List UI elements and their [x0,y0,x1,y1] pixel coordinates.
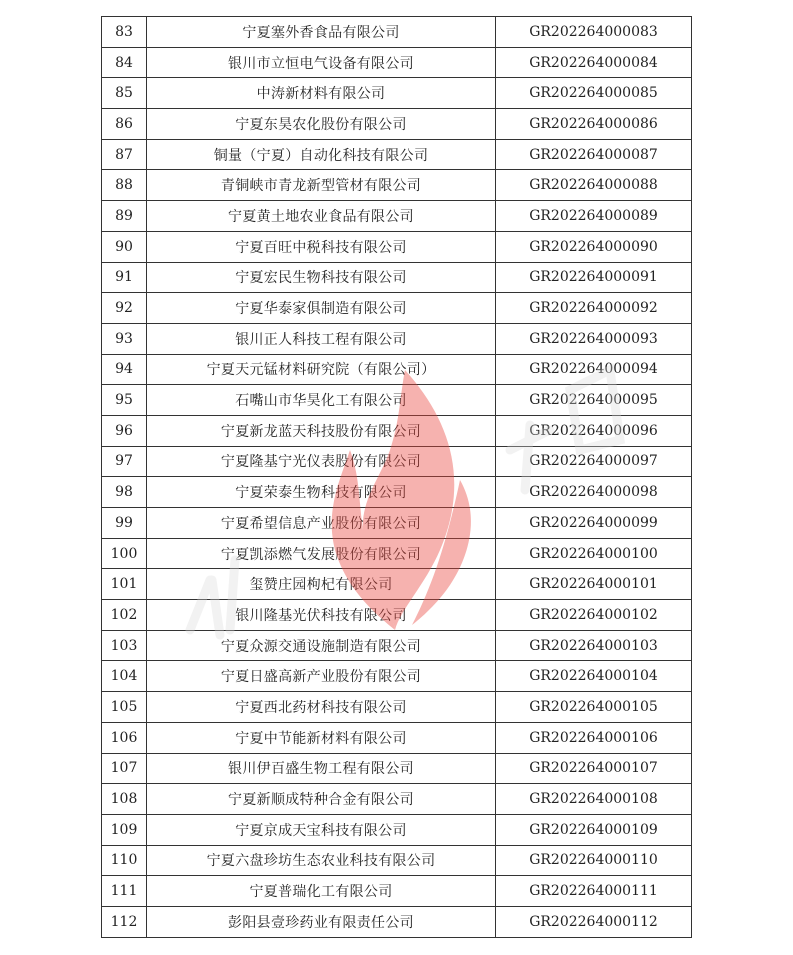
row-number-cell: 105 [102,692,147,723]
table-row [102,139,692,170]
row-number-cell: 99 [102,508,147,539]
table-row [102,385,692,416]
row-number-cell: 103 [102,630,147,661]
company-name-cell: 银川正人科技工程有限公司 [147,323,496,354]
row-number-cell: 109 [102,814,147,845]
table-row [102,753,692,784]
table-row [102,446,692,477]
certificate-code-cell: GR202264000088 [496,170,692,201]
certificate-code-cell: GR202264000100 [496,538,692,569]
row-number-cell: 102 [102,600,147,631]
certificate-code-cell: GR202264000105 [496,692,692,723]
certificate-code-cell: GR202264000086 [496,109,692,140]
row-number-cell: 94 [102,354,147,385]
table-row [102,262,692,293]
row-number-cell: 110 [102,845,147,876]
table-row [102,109,692,140]
table-row [102,692,692,723]
certificate-code-cell: GR202264000111 [496,876,692,907]
table-row [102,354,692,385]
table-row [102,78,692,109]
row-number-cell: 83 [102,17,147,48]
row-number-cell: 98 [102,477,147,508]
row-number-cell: 85 [102,78,147,109]
row-number-cell: 95 [102,385,147,416]
row-number-cell: 104 [102,661,147,692]
company-name-cell: 玺赞庄园枸杞有限公司 [147,569,496,600]
table-row [102,231,692,262]
table-row [102,784,692,815]
table-row [102,845,692,876]
table-row [102,569,692,600]
certificate-code-cell: GR202264000093 [496,323,692,354]
row-number-cell: 108 [102,784,147,815]
row-number-cell: 112 [102,906,147,937]
table-row [102,814,692,845]
certificate-code-cell: GR202264000110 [496,845,692,876]
table-row [102,415,692,446]
certificate-code-cell: GR202264000101 [496,569,692,600]
row-number-cell: 90 [102,231,147,262]
row-number-cell: 107 [102,753,147,784]
row-number-cell: 100 [102,538,147,569]
company-name-cell: 宁夏隆基宁光仪表股份有限公司 [147,446,496,477]
certificate-code-cell: GR202264000085 [496,78,692,109]
company-name-cell: 银川市立恒电气设备有限公司 [147,47,496,78]
table-row [102,201,692,232]
table-row [102,323,692,354]
table-row [102,477,692,508]
company-name-cell: 宁夏塞外香食品有限公司 [147,17,496,48]
row-number-cell: 97 [102,446,147,477]
company-name-cell: 宁夏宏民生物科技有限公司 [147,262,496,293]
table-row [102,293,692,324]
table-row [102,906,692,937]
certificate-code-cell: GR202264000094 [496,354,692,385]
company-name-cell: 宁夏凯添燃气发展股份有限公司 [147,538,496,569]
certificate-table [101,16,692,938]
company-name-cell: 宁夏西北药材科技有限公司 [147,692,496,723]
certificate-code-cell: GR202264000084 [496,47,692,78]
row-number-cell: 88 [102,170,147,201]
company-name-cell: 宁夏黄土地农业食品有限公司 [147,201,496,232]
table-row [102,876,692,907]
company-name-cell: 宁夏新龙蓝天科技股份有限公司 [147,415,496,446]
table-body [102,17,692,938]
certificate-code-cell: GR202264000083 [496,17,692,48]
certificate-code-cell: GR202264000091 [496,262,692,293]
table-row [102,630,692,661]
company-name-cell: 青铜峡市青龙新型管材有限公司 [147,170,496,201]
row-number-cell: 93 [102,323,147,354]
company-name-cell: 宁夏众源交通设施制造有限公司 [147,630,496,661]
company-name-cell: 石嘴山市华昊化工有限公司 [147,385,496,416]
certificate-code-cell: GR202264000098 [496,477,692,508]
certificate-code-cell: GR202264000096 [496,415,692,446]
company-name-cell: 中涛新材料有限公司 [147,78,496,109]
company-name-cell: 银川隆基光伏科技有限公司 [147,600,496,631]
certificate-code-cell: GR202264000087 [496,139,692,170]
certificate-code-cell: GR202264000092 [496,293,692,324]
company-name-cell: 宁夏希望信息产业股份有限公司 [147,508,496,539]
company-name-cell: 宁夏新顺成特种合金有限公司 [147,784,496,815]
row-number-cell: 87 [102,139,147,170]
company-name-cell: 银川伊百盛生物工程有限公司 [147,753,496,784]
table-row [102,17,692,48]
certificate-code-cell: GR202264000106 [496,722,692,753]
certificate-code-cell: GR202264000104 [496,661,692,692]
table-row [102,170,692,201]
row-number-cell: 92 [102,293,147,324]
certificate-code-cell: GR202264000103 [496,630,692,661]
row-number-cell: 86 [102,109,147,140]
certificate-code-cell: GR202264000102 [496,600,692,631]
table-row [102,600,692,631]
certificate-code-cell: GR202264000108 [496,784,692,815]
table-row [102,538,692,569]
company-name-cell: 宁夏京成天宝科技有限公司 [147,814,496,845]
company-name-cell: 宁夏华泰家俱制造有限公司 [147,293,496,324]
row-number-cell: 101 [102,569,147,600]
company-name-cell: 宁夏天元锰材料研究院（有限公司） [147,354,496,385]
certificate-code-cell: GR202264000097 [496,446,692,477]
certificate-code-cell: GR202264000099 [496,508,692,539]
company-name-cell: 宁夏日盛高新产业股份有限公司 [147,661,496,692]
row-number-cell: 91 [102,262,147,293]
row-number-cell: 111 [102,876,147,907]
company-name-cell: 宁夏中节能新材料有限公司 [147,722,496,753]
row-number-cell: 106 [102,722,147,753]
company-name-cell: 宁夏荣泰生物科技有限公司 [147,477,496,508]
certificate-code-cell: GR202264000095 [496,385,692,416]
row-number-cell: 89 [102,201,147,232]
table-row [102,661,692,692]
company-name-cell: 彭阳县壹珍药业有限责任公司 [147,906,496,937]
certificate-code-cell: GR202264000109 [496,814,692,845]
certificate-code-cell: GR202264000089 [496,201,692,232]
row-number-cell: 84 [102,47,147,78]
table-row [102,508,692,539]
company-name-cell: 宁夏东昊农化股份有限公司 [147,109,496,140]
company-name-cell: 宁夏六盘珍坊生态农业科技有限公司 [147,845,496,876]
company-name-cell: 宁夏百旺中税科技有限公司 [147,231,496,262]
certificate-code-cell: GR202264000090 [496,231,692,262]
certificate-code-cell: GR202264000112 [496,906,692,937]
row-number-cell: 96 [102,415,147,446]
table-row [102,722,692,753]
company-name-cell: 宁夏普瑞化工有限公司 [147,876,496,907]
certificate-code-cell: GR202264000107 [496,753,692,784]
table-row [102,47,692,78]
company-name-cell: 铜量（宁夏）自动化科技有限公司 [147,139,496,170]
